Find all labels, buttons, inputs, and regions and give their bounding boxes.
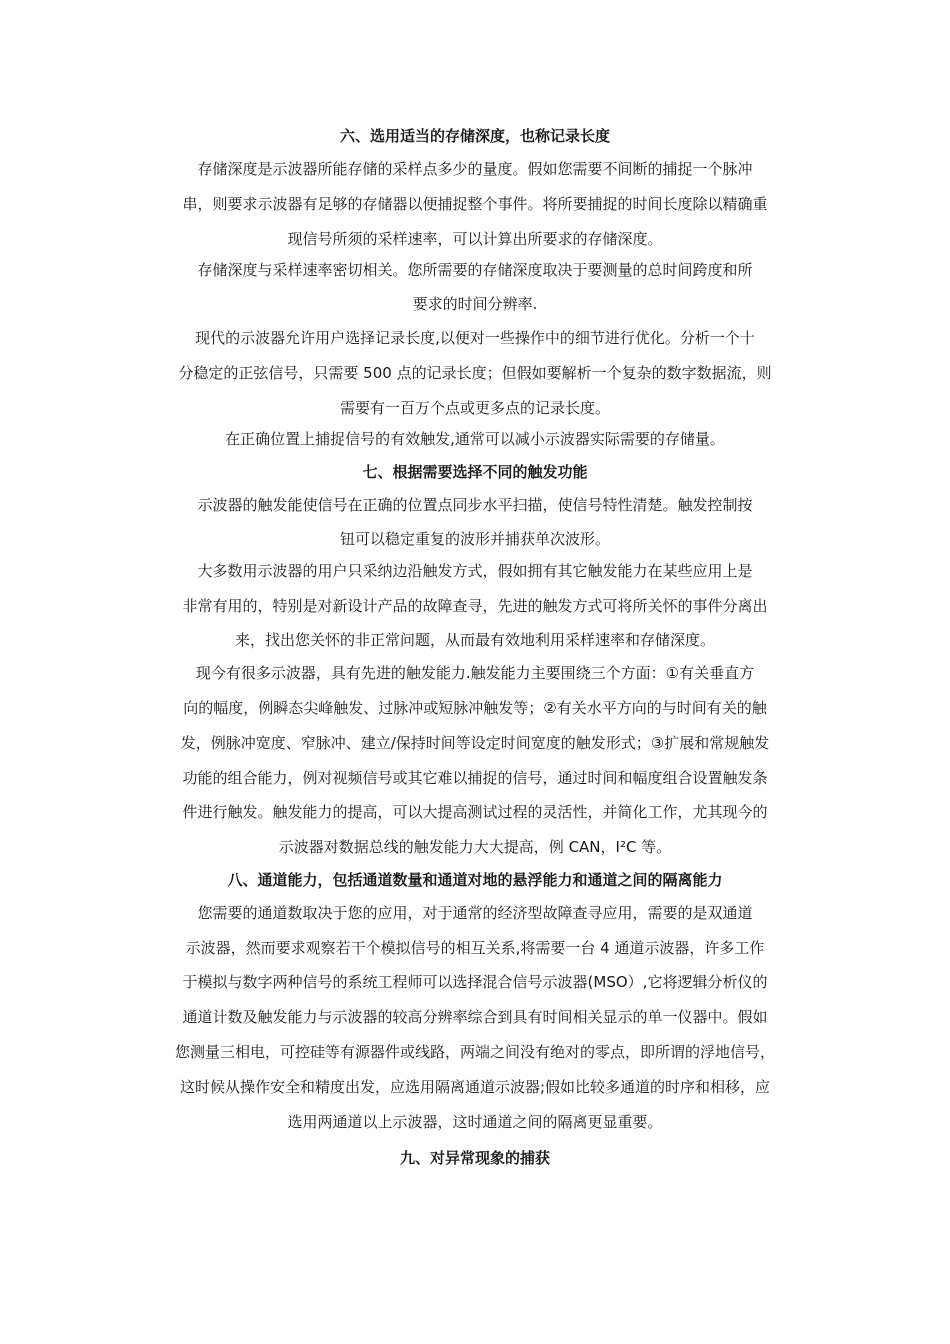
section8-p1-line2: 示波器，然而要求观察若干个模拟信号的相互关系,将需要一台 4 通道示波器，许多工作	[185, 939, 765, 957]
section8-p1-line3: 于模拟与数字两种信号的系统工程师可以选择混合信号示波器(MSO）,它将逻辑分析仪的	[182, 973, 768, 991]
section7-p3-line4: 功能的组合能力，例对视频信号或其它难以捕捉的信号，通过时间和幅度组合设置触发条	[182, 769, 768, 787]
section6-p1-line3: 现信号所须的采样速率，可以计算出所要求的存储深度。	[287, 230, 663, 248]
section7-p1-line1: 示波器的触发能使信号在正确的位置点同步水平扫描，使信号特性清楚。触发控制按	[197, 496, 753, 514]
section6-p1-line1: 存储深度是示波器所能存储的采样点多少的量度。假如您需要不间断的捕捉一个脉冲	[197, 160, 753, 178]
section8-p1-line6: 这时候从操作安全和精度出发，应选用隔离通道示波器;假如比较多通道的时序和相移，应	[179, 1078, 771, 1096]
section7-p2-line1: 大多数用示波器的用户只采纳边沿触发方式，假如拥有其它触发能力在某些应用上是	[197, 562, 753, 580]
section8-p1-line1: 您需要的通道数取决于您的应用，对于通常的经济型故障查寻应用，需要的是双通道	[197, 904, 753, 922]
section6-p1-line2: 串，则要求示波器有足够的存储器以便捕捉整个事件。将所要捕捉的时间长度除以精确重	[182, 195, 768, 213]
section8-p1-line5: 您测量三相电，可控硅等有源器件或线路，两端之间没有绝对的零点，即所谓的浮地信号，	[174, 1043, 775, 1061]
section6-p4-line1: 在正确位置上捕捉信号的有效触发,通常可以减小示波器实际需要的存储量。	[225, 430, 725, 448]
section7-p2-line2: 非常有用的，特别是对新设计产品的故障查寻，先进的触发方式可将所关怀的事件分离出	[182, 597, 768, 615]
section7-p3-line6: 示波器对数据总线的触发能力大大提高，例 CAN，I²C 等。	[278, 838, 672, 856]
section7-heading: 七、根据需要选择不同的触发功能	[362, 463, 588, 481]
section8-p1-line4: 通道计数及触发能力与示波器的较高分辨率综合到具有时间相关显示的单一仪器中。假如	[182, 1008, 768, 1026]
section7-p3-line5: 件进行触发。触发能力的提高，可以大提高测试过程的灵活性，并简化工作，尤其现今的	[182, 803, 768, 821]
section7-p1-line2: 钮可以稳定重复的波形并捕获单次波形。	[339, 530, 610, 548]
section6-p2-line2: 要求的时间分辨率.	[412, 295, 538, 313]
section6-heading: 六、选用适当的存储深度，也称记录长度	[339, 127, 610, 145]
section6-p3-line1: 现代的示波器允许用户选择记录长度,以便对一些操作中的细节进行优化。分析一个十	[195, 329, 755, 347]
section6-p3-line3: 需要有一百万个点或更多点的记录长度。	[339, 399, 610, 417]
section7-p3-line1: 现今有很多示波器，具有先进的触发能力.触发能力主要围绕三个方面：①有关垂直方	[195, 664, 755, 682]
section6-p3-line2: 分稳定的正弦信号，只需要 500 点的记录长度；但假如要解析一个复杂的数字数据流，则	[178, 364, 772, 382]
section9-heading: 九、对异常现象的捕获	[399, 1149, 550, 1167]
section7-p3-line3: 发，例脉冲宽度、窄脉冲、建立/保持时间等设定时间宽度的触发形式；③扩展和常规触发	[180, 734, 770, 752]
section6-p2-line1: 存储深度与采样速率密切相关。您所需要的存储深度取决于要测量的总时间跨度和所	[197, 261, 753, 279]
section7-p3-line2: 向的幅度，例瞬态尖峰触发、过脉冲或短脉冲触发等；②有关水平方向的与时间有关的触	[183, 699, 767, 717]
section7-p2-line3: 来，找出您关怀的非正常问题，从而最有效地利用采样速率和存储深度。	[234, 631, 715, 649]
section8-heading: 八、通道能力，包括通道数量和通道对地的悬浮能力和通道之间的隔离能力	[227, 871, 723, 889]
section8-p1-line7: 选用两通道以上示波器，这时通道之间的隔离更显重要。	[287, 1113, 663, 1131]
